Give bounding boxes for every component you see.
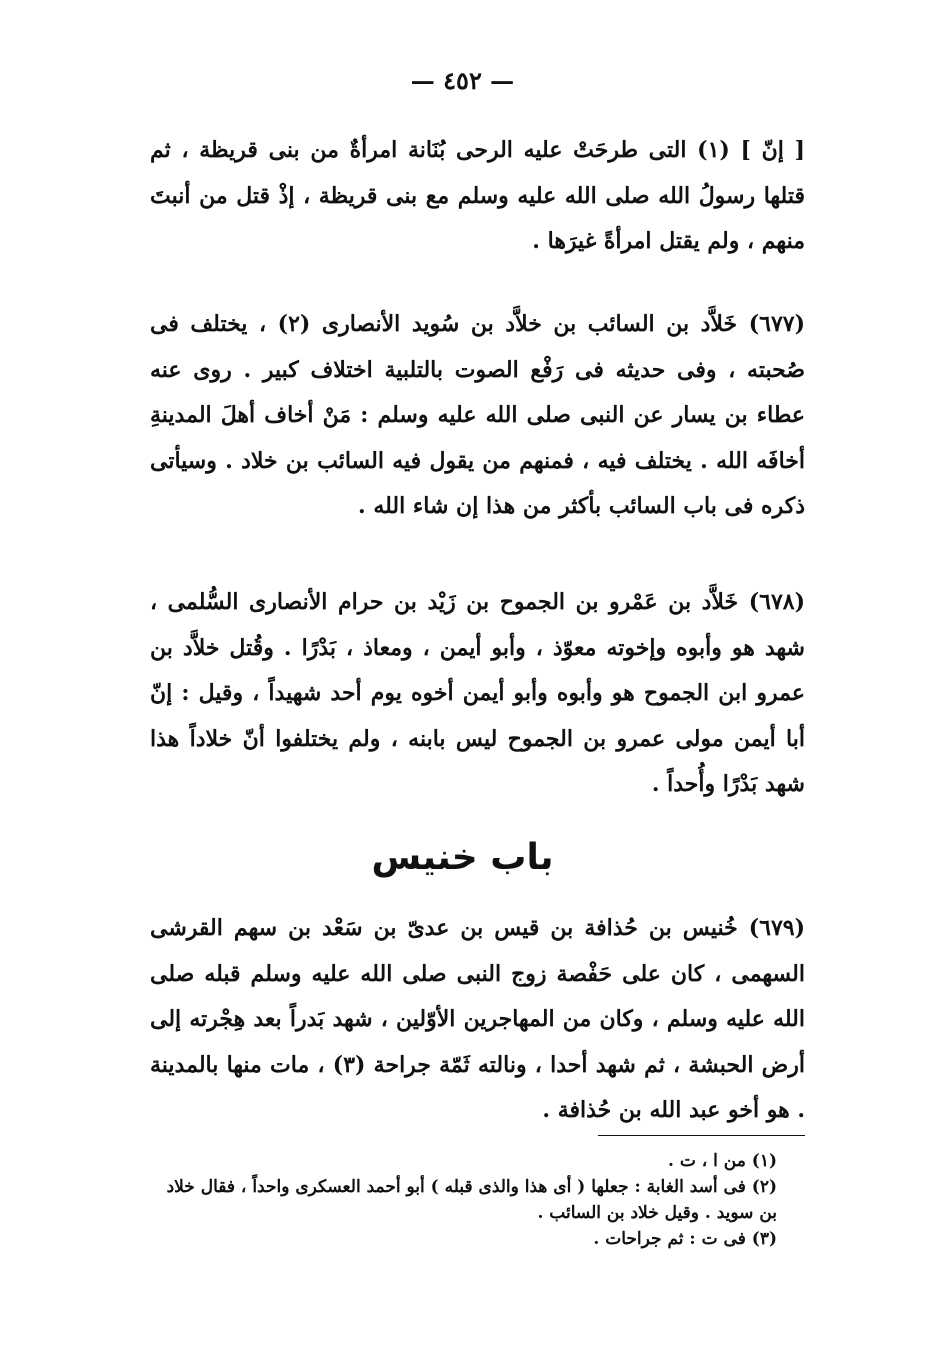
- footnotes: [150, 1148, 805, 1252]
- paragraph-entry-677: [150, 302, 805, 530]
- footnote-1: (١) من ا ، ت .: [667, 1151, 777, 1171]
- paragraph-text: (٦٧٨) خَلاَّد بن عَمْرو بن الجموح بن زَيْد بن حرام الأنصارى السُّلمى ، شهد هو وأبوه وإخوته معوّذ ، وأبو أيمن ، ومعاذ ، بَدْرًا . وقُتل خلاَّد بن عمرو ابن الجموح هو وأبوه وأبو أيمن أخوه يوم أحد شهيداً ، وقيل : إنّ أبا أيمن مولى عمرو بن الجموح ليس بابنه ، ولم يختلفوا أنّ خلاداً هذا شهد بَدْرًا وأُحداً .: [150, 589, 805, 797]
- paragraph-entry-678: [150, 580, 805, 808]
- page-number: — ٤٥٢ —: [410, 66, 515, 95]
- paragraph-intro: [150, 128, 805, 265]
- footnote-divider: [598, 1135, 805, 1136]
- paragraph-text: (٦٧٧) خَلاَّد بن السائب بن خلاَّد بن سُويد الأنصارى (٢) ، يختلف فى صُحبته ، وفى حديثه فى رَفْع الصوت بالتلبية اختلاف كبير . روى عنه عطاء بن يسار عن النبى صلى الله عليه وسلم : مَنْ أخاف أهلَ المدينةِ أخافَه الله . يختلف فيه ، فمنهم من يقول فيه السائب بن خلاد . وسيأتى ذكره فى باب السائب بأكثر من هذا إن شاء الله .: [150, 311, 805, 519]
- footnote-3: (٣) فى ت : ثم جراحات .: [593, 1229, 777, 1249]
- section-heading: باب خنيس: [371, 837, 554, 878]
- paragraph-text: (٦٧٩) خُنيس بن حُذافة بن قيس بن عدىّ بن سَعْد بن سهم القرشى السهمى ، كان على حَفْصة زوج النبى صلى الله عليه وسلم قبله صلى الله عليه وسلم ، وكان من المهاجرين الأوّلين ، شهد بَدراً بعد هِجْرته إلى أرض الحبشة ، ثم شهد أحدا ، ونالته ثَمّة جراحة (٣) ، مات منها بالمدينة . هو أخو عبد الله بن حُذافة .: [150, 915, 806, 1123]
- footnote-2: (٢) فى أسد الغابة : جعلها ( أى هذا والذى قبله ) أبو أحمد العسكرى واحداً ، فقال خلاد بن سويد . وقيل خلاد بن السائب .: [166, 1177, 777, 1223]
- paragraph-text: [ إنّ ] (١) التى طرحَتْ عليه الرحى بُنَانة امرأةٌ من بنى قريظة ، ثم قتلها رسولُ الله صلى الله عليه وسلم مع بنى قريظة ، إذْ قتل من أنبتَ منهم ، ولم يقتل امرأةً غيرَها .: [150, 137, 805, 254]
- paragraph-entry-679: [150, 906, 805, 1134]
